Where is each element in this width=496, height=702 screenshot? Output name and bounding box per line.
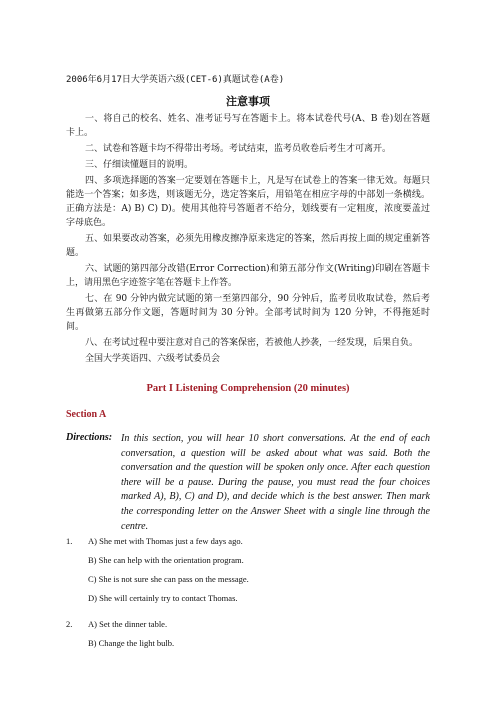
exam-title: 2006年6月17日大学英语六级(CET-6)真题试卷(A卷) [66,75,285,85]
notice-list [66,112,430,368]
notice-item: 四、多项选择题的答案一定要划在答题卡上，凡是写在试卷上的答案一律无效。每题只能选一个答案；如多选，则该题无分，选定答案后，用铅笔在相应字母的中部划一条横线。正确方法是：A) B) C) D)。使用其他符号答题者不给分，划线要有一定粗度，浓度要盖过字母底色。 [66,176,430,228]
notice-item: 三、仔细读懂题目的说明。 [85,160,194,170]
notice-item: 六、试题的第四部分改错(Error Correction)和第五部分作文(Writing)印刷在答题卡上，请用黑色字迹签字笔在答题卡上作答。 [66,264,430,288]
question-number: 2. [66,619,73,629]
option-c: C) She is not sure she can pass on the message. [88,574,249,584]
option-a: A) Set the dinner table. [88,619,168,629]
option-d: D) She will certainly try to contact Thomas. [88,593,238,603]
notice-heading: 注意事项 [226,95,270,108]
notice-item: 二、试卷和答题卡均不得带出考场。考试结束，监考员收卷后考生才可离开。 [85,144,392,154]
directions-label: Directions: [66,432,113,443]
committee-signature: 全国大学英语四、六级考试委员会 [85,354,221,364]
part-heading: Part I Listening Comprehension (20 minutes) [146,383,350,394]
question-number: 1. [66,536,73,546]
directions-text: In this section, you will hear 10 short conversations. At the end of each conversation, a question will be asked about what was said. Both the conversation and the question will be spoken only once. After each question there will be a pause. During the pause, you must read the four choices marked A), B), C) and D), and decide which is the best answer. Then mark the corresponding letter on the Answer Sheet with a single line through the centre. [121,433,430,532]
notice-item: 七、在 90 分钟内做完试题的第一至第四部分，90 分钟后，监考员收取试卷，然后考生再做第五部分作文题，答题时间为 30 分钟。全部考试时间为 120 分钟，不得拖延时间。 [66,294,430,332]
notice-item: 五、如果要改动答案，必须先用橡皮擦净原来选定的答案，然后再按上面的规定重新答题。 [66,234,430,258]
option-a: A) She met with Thomas just a few days ago. [88,536,243,546]
option-b: B) Change the light bulb. [88,638,175,648]
notice-item: 一、将自己的校名、姓名、准考证号写在答题卡上。将本试卷代号(A、B 卷)划在答题卡上。 [66,114,430,138]
option-b: B) She can help with the orientation program. [88,555,244,565]
section-heading: Section A [66,409,107,420]
notice-item: 八、在考试过程中要注意对自己的答案保密，若被他人抄袭，一经发现，后果自负。 [85,338,419,348]
